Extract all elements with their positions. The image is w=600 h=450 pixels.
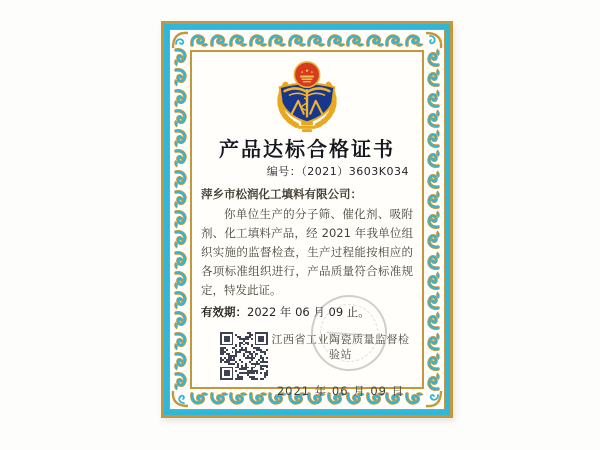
certificate-inner-sheet — [190, 50, 424, 398]
scroll-ornament-icon — [173, 332, 188, 351]
border-corner-scroll-icon — [424, 30, 444, 50]
border-corner-scroll-icon — [424, 389, 444, 409]
border-corner-scroll-icon — [170, 389, 190, 409]
scroll-ornament-icon — [426, 190, 441, 209]
scroll-ornament-icon — [426, 332, 441, 351]
scroll-ornament-icon — [307, 33, 326, 48]
border-corner-scroll-icon — [170, 30, 190, 50]
scroll-ornament-icon — [426, 129, 441, 148]
issuer-name: 江西省工业陶瓷质量监督检验站 — [271, 333, 410, 361]
qr-code — [220, 332, 268, 380]
validity-line — [201, 304, 413, 320]
scroll-ornament-icon — [173, 68, 188, 87]
scroll-ornament-icon — [426, 230, 441, 249]
certificate-cyan-border — [164, 24, 450, 415]
scroll-ornament-icon — [173, 311, 188, 330]
scroll-ornament-icon — [288, 33, 307, 48]
scroll-ornament-icon — [173, 149, 188, 168]
scroll-ornament-icon — [366, 33, 385, 48]
issuer-block — [268, 332, 413, 399]
certificate-body-text: 你单位生产的分子筛、催化剂、吸附剂、化工填料产品，经 2021 年我单位组织实施的监督检查，生产过程能按相应的各项标准组织进行，产品质量符合标准规定，特发此证。 — [201, 207, 413, 297]
scroll-ornament-icon — [190, 33, 209, 48]
scroll-ornament-icon — [426, 210, 441, 229]
scroll-ornament-icon — [173, 210, 188, 229]
scroll-ornament-icon — [426, 352, 441, 371]
scroll-ornament-icon — [426, 89, 441, 108]
scroll-ornament-icon — [268, 33, 287, 48]
scroll-ornament-icon — [426, 109, 441, 128]
scroll-ornament-icon — [426, 311, 441, 330]
validity-label: 有效期： — [201, 305, 247, 319]
scroll-ornament-icon — [229, 33, 248, 48]
scroll-ornament-icon — [173, 230, 188, 249]
certificate-number: 编号：（2021）3603K034 — [266, 165, 409, 178]
scroll-ornament-icon — [173, 89, 188, 108]
scroll-ornament-icon — [327, 33, 346, 48]
scroll-ornament-icon — [173, 190, 188, 209]
scroll-ornament-icon — [426, 149, 441, 168]
border-ornament-right — [424, 50, 443, 389]
scroll-ornament-icon — [426, 170, 441, 189]
scroll-ornament-icon — [210, 33, 229, 48]
scroll-ornament-icon — [173, 129, 188, 148]
scroll-ornament-icon — [405, 33, 424, 48]
quality-supervision-emblem-icon — [271, 59, 343, 133]
scroll-ornament-icon — [426, 68, 441, 87]
scroll-ornament-icon — [426, 48, 441, 67]
scroll-ornament-icon — [173, 109, 188, 128]
scroll-ornament-icon — [426, 251, 441, 270]
issue-section — [201, 332, 413, 399]
scroll-ornament-icon — [346, 33, 365, 48]
scroll-ornament-icon — [173, 251, 188, 270]
border-ornament-top — [190, 31, 424, 50]
recipient-company-name: 萍乡市松润化工填料有限公司： — [201, 187, 362, 201]
scroll-ornament-icon — [173, 48, 188, 67]
certificate-ornament-border — [169, 29, 445, 410]
scroll-ornament-icon — [426, 291, 441, 310]
issue-date: 2021 年 06 月 09 日 — [276, 384, 405, 398]
scroll-ornament-icon — [249, 33, 268, 48]
scroll-ornament-icon — [426, 271, 441, 290]
scroll-ornament-icon — [173, 291, 188, 310]
scroll-ornament-icon — [173, 170, 188, 189]
border-ornament-left — [171, 50, 190, 389]
validity-value: 2022 年 06 月 09 止。 — [247, 305, 370, 319]
scroll-ornament-icon — [173, 271, 188, 290]
scroll-ornament-icon — [173, 352, 188, 371]
certificate-title: 产品达标合格证书 — [219, 137, 395, 161]
scroll-ornament-icon — [385, 33, 404, 48]
certificate — [161, 21, 453, 418]
